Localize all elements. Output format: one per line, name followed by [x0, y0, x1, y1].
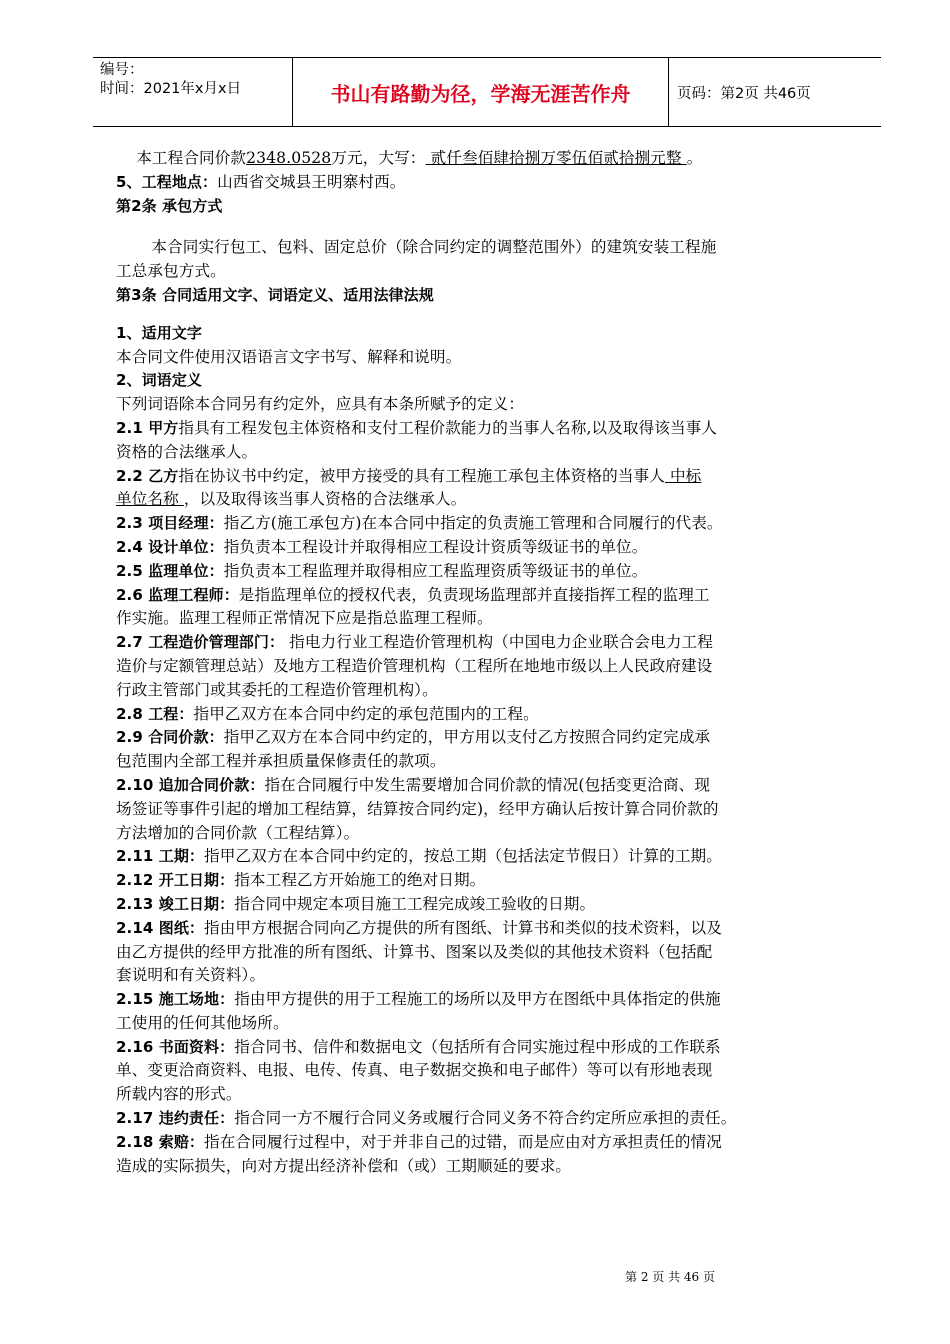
definition-cont: 资格的合法继承人。 — [116, 442, 258, 461]
definition-item: 2.18 索赔：指在合同履行过程中，对于并非自己的过错，而是应由对方承担责任的情况 — [116, 1132, 722, 1151]
definition-cont: 所载内容的形式。 — [116, 1085, 242, 1104]
article-3-title: 第3条 合同适用文字、词语定义、适用法律法规 — [116, 285, 434, 304]
header-number-label: 编号： — [100, 62, 144, 78]
definition-item: 2.10 追加合同价款：指在合同履行中发生需要增加合同价款的情况(包括变更洽商、现 — [116, 775, 711, 794]
definition-cont: 方法增加的合同价款（工程结算）。 — [116, 823, 360, 842]
definition-item: 2.15 施工场地：指由甲方提供的用于工程施工的场所以及甲方在图纸中具体指定的供施 — [116, 990, 721, 1009]
definition-item: 2.13 竣工日期：指合同中规定本项目施工工程完成竣工验收的日期。 — [116, 894, 596, 913]
definition-cont: 套说明和有关资料）。 — [116, 966, 266, 985]
definition-cont: 造价与定额管理总站）及地方工程造价管理机构（工程所在地地市级以上人民政府建设 — [116, 656, 713, 675]
document-body — [116, 147, 861, 1178]
section-2-title: 2、词语定义 — [116, 371, 203, 390]
definition-cont: 包范围内全部工程并承担质量保修责任的款项。 — [116, 752, 446, 771]
contract-price-line — [116, 147, 861, 171]
page-footer: 第 2 页 共 46 页 — [625, 1270, 715, 1284]
article-2-title: 第2条 承包方式 — [116, 196, 223, 215]
definition-cont: 单、变更洽商资料、电报、电传、传真、电子数据交换和电子邮件）等可以有形地表现 — [116, 1061, 713, 1080]
definition-item: 2.17 违约责任：指合同一方不履行合同义务或履行合同义务不符合约定所应承担的责任。 — [116, 1109, 737, 1128]
definition-item: 2.9 合同价款：指甲乙双方在本合同中约定的，甲方用以支付乙方按照合同约定完成承 — [116, 728, 711, 747]
definition-cont: 场签证等事件引起的增加工程结算，结算按合同约定)，经甲方确认后按计算合同价款的 — [116, 799, 719, 818]
site-value: 山西省交城县王明寨村西。 — [217, 172, 406, 191]
section-2-intro: 下列词语除本合同另有约定外，应具有本条所赋予的定义： — [116, 395, 525, 414]
definition-item: 2.12 开工日期：指本工程乙方开始施工的绝对日期。 — [116, 871, 486, 890]
definition-item: 2.6 监理工程师：是指监理单位的授权代表，负责现场监理部并直接指挥工程的监理工 — [116, 585, 710, 604]
header-motto: 书山有路勤为径，学海无涯苦作舟 — [293, 58, 669, 126]
article-2-text: 本合同实行包工、包料、固定总价（除合同约定的调整范围外）的建筑安装工程施 — [151, 238, 717, 257]
section-1-text: 本合同文件使用汉语语言文字书写、解释和说明。 — [116, 347, 462, 366]
definition-cont: 由乙方提供的经甲方批准的所有图纸、计算书、图案以及类似的其他技术资料（包括配 — [116, 942, 713, 961]
definition-cont: 造成的实际损失，向对方提出经济补偿和（或）工期顺延的要求。 — [116, 1156, 572, 1175]
definition-cont: 工使用的任何其他场所。 — [116, 1013, 289, 1032]
definition-item: 2.14 图纸：指由甲方根据合同向乙方提供的所有图纸、计算书和类似的技术资料，以及 — [116, 918, 722, 937]
definition-item: 2.3 项目经理：指乙方(施工承包方)在本合同中指定的负责施工管理和合同履行的代表。 — [116, 514, 723, 533]
definition-item: 2.11 工期：指甲乙双方在本合同中约定的，按总工期（包括法定节假日）计算的工期。 — [116, 847, 722, 866]
price-amount: 2348.0528 — [246, 149, 332, 167]
definition-item: 2.1 甲方指具有工程发包主体资格和支付工程价款能力的当事人名称,以及取得该当事人 — [116, 418, 718, 437]
definition-item: 2.7 工程造价管理部门： 指电力行业工程造价管理机构（中国电力企业联合会电力工程 — [116, 633, 713, 652]
definition-item: 2.5 监理单位：指负责本工程监理并取得相应工程监理资质等级证书的单位。 — [116, 561, 648, 580]
article-2-text-cont: 工总承包方式。 — [116, 262, 226, 281]
definition-item: 2.8 工程：指甲乙双方在本合同中约定的承包范围内的工程。 — [116, 704, 539, 723]
section-1-title: 1、适用文字 — [116, 323, 203, 342]
definition-cont: 行政主管部门或其委托的工程造价管理机构）。 — [116, 680, 438, 699]
definition-item: 2.4 设计单位：指负责本工程设计并取得相应工程设计资质等级证书的单位。 — [116, 537, 648, 556]
definition-item: 2.16 书面资料：指合同书、信件和数据电文（包括所有合同实施过程中形成的工作联系 — [116, 1037, 721, 1056]
header-page-info: 页码：第2页 共46页 — [677, 85, 811, 102]
header-time-label: 时间：2021年x月x日 — [100, 81, 242, 97]
price-suffix: 。 — [686, 149, 703, 167]
price-prefix: 本工程合同价款 — [136, 149, 247, 167]
site-line — [116, 171, 861, 195]
header-meta — [93, 58, 293, 126]
site-label: 5、工程地点： — [116, 172, 218, 191]
definition-cont: 单位名称 ，以及取得该当事人资格的合法继承人。 — [116, 490, 467, 509]
definition-item: 2.2 乙方指在协议书中约定，被甲方接受的具有工程施工承包主体资格的当事人 中标 — [116, 466, 702, 485]
page-header — [93, 57, 881, 127]
price-mid: 万元，大写： — [331, 149, 426, 167]
definition-cont: 作实施。监理工程师正常情况下应是指总监理工程师。 — [116, 609, 493, 628]
price-words: 贰仟叁佰肆拾捌万零伍佰贰拾捌元整 — [425, 149, 687, 167]
